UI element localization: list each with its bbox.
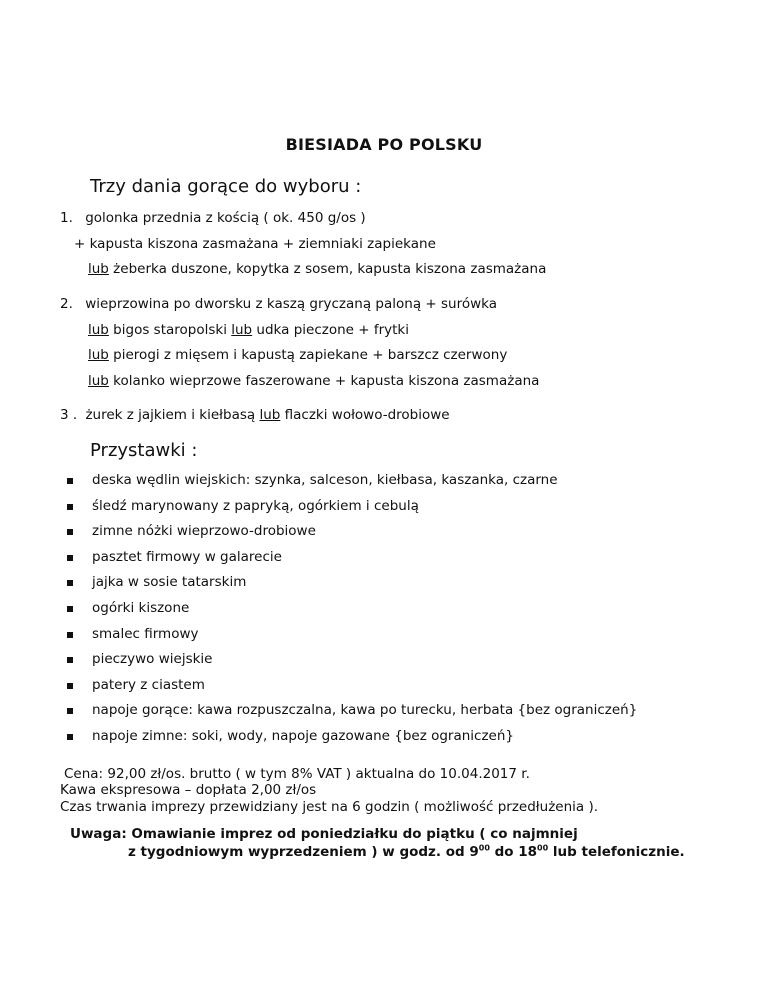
- starter-item: napoje zimne: soki, wody, napoje gazowane {bez ograniczeń}: [92, 728, 515, 744]
- dish-2: [60, 296, 497, 312]
- bullet-icon: [67, 734, 73, 740]
- dish-1-number: 1.: [60, 210, 73, 226]
- dish-2-line-2: lub bigos staropolski lub udka pieczone + frytki: [88, 322, 410, 338]
- starter-item: pasztet firmowy w galarecie: [92, 548, 282, 565]
- dish-3-number: 3 .: [60, 407, 78, 423]
- starters-heading: Przystawki :: [90, 440, 198, 461]
- espresso-surcharge: Kawa ekspresowa – dopłata 2,00 zł/os: [60, 782, 317, 798]
- bullet-icon: [67, 555, 73, 561]
- note-line-2: z tygodniowym wyprzedzeniem ) w godz. od $9^{00}$ do $18^{00}$ lub telefonicznie.: [128, 843, 685, 860]
- bullet-icon: [67, 529, 73, 535]
- hot-dishes-heading: Trzy dania gorące do wyboru :: [90, 176, 362, 197]
- note-line-1: Uwaga: Omawianie imprez od poniedziałku do piątku ( co najmniej: [70, 826, 578, 842]
- price-line: Cena: 92,00 zł/os. brutto ( w tym 8% VAT ) aktualna do 10.04.2017 r.: [64, 766, 530, 782]
- bullet-icon: [67, 708, 73, 714]
- starter-item: napoje gorące: kawa rozpuszczalna, kawa po turecku, herbata {bez ograniczeń}: [92, 702, 638, 719]
- bullet-icon: [67, 606, 73, 612]
- dish-2-line-1: wieprzowina po dworsku z kaszą gryczaną paloną + surówka: [85, 296, 497, 312]
- document-title: BIESIADA PO POLSKU: [285, 135, 483, 154]
- dish-3: 3 . żurek z jajkiem i kiełbasą lub flaczki wołowo-drobiowe: [60, 407, 450, 423]
- bullet-icon: [67, 580, 73, 586]
- dish-2-line-4: lub kolanko wieprzowe faszerowane + kapusta kiszona zasmażana: [88, 373, 540, 389]
- alt-word: lub: [88, 261, 109, 277]
- event-duration: Czas trwania imprezy przewidziany jest na 6 godzin ( możliwość przedłużenia ).: [60, 799, 599, 815]
- dish-1: [60, 210, 366, 226]
- starter-item: deska wędlin wiejskich: szynka, salceson, kiełbasa, kaszanka, czarne: [92, 472, 558, 488]
- bullet-icon: [67, 683, 73, 689]
- starter-item: zimne nóżki wieprzowo-drobiowe: [92, 523, 316, 540]
- starter-item: jajka w sosie tatarskim: [92, 574, 247, 591]
- starter-item: patery z ciastem: [92, 676, 205, 693]
- bullet-icon: [67, 657, 73, 663]
- bullet-icon: [67, 478, 73, 484]
- dish-1-line-1: golonka przednia z kością ( ok. 450 g/os ): [85, 210, 366, 226]
- bullet-icon: [67, 504, 73, 510]
- dish-1-line-2: + kapusta kiszona zasmażana + ziemniaki zapiekane: [74, 236, 436, 252]
- starter-item: pieczywo wiejskie: [92, 651, 213, 668]
- dish-2-line-3: lub pierogi z mięsem i kapustą zapiekane + barszcz czerwony: [88, 347, 508, 363]
- bullet-icon: [67, 632, 73, 638]
- starter-item: smalec firmowy: [92, 625, 199, 642]
- dish-1-line-3: lub żeberka duszone, kopytka z sosem, kapusta kiszona zasmażana: [88, 261, 547, 277]
- dish-2-number: 2.: [60, 296, 73, 312]
- starter-item: śledź marynowany z papryką, ogórkiem i cebulą: [92, 497, 419, 514]
- starter-item: ogórki kiszone: [92, 600, 190, 616]
